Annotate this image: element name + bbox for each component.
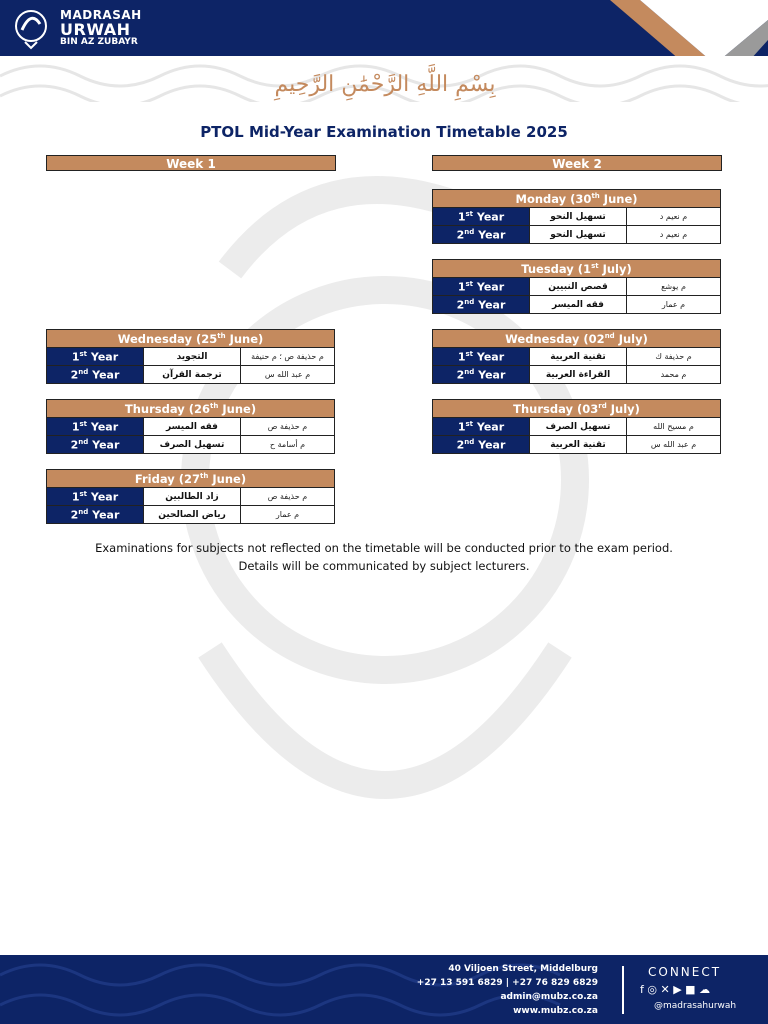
- day-heading: Friday (27th June): [47, 470, 335, 488]
- day-heading: Wednesday (25th June): [47, 330, 335, 348]
- day-table-thu-03-july: [432, 399, 721, 454]
- year-cell: 1st Year: [47, 348, 144, 366]
- table-row: [47, 436, 335, 454]
- table-row: [433, 208, 721, 226]
- lecturer-cell: م حذيفة ص ؛ م حنيفة: [241, 348, 335, 366]
- youtube-icon[interactable]: ▶: [673, 983, 682, 996]
- subject-cell: تسهيل الصرف: [144, 436, 241, 454]
- table-row: [433, 418, 721, 436]
- day-table-fri-27-june: [46, 469, 335, 524]
- day-heading: Thursday (03rd July): [433, 400, 721, 418]
- year-cell: 1st Year: [47, 488, 144, 506]
- footer-address: 40 Viljoen Street, Middelburg: [448, 964, 598, 974]
- subject-cell: رياض الصالحين: [144, 506, 241, 524]
- lecturer-cell: م عبد الله س: [627, 436, 721, 454]
- day-heading: Wednesday (02nd July): [433, 330, 721, 348]
- week-2-header: Week 2: [432, 155, 722, 171]
- table-row: [433, 226, 721, 244]
- year-cell: 2nd Year: [433, 296, 530, 314]
- lecturer-cell: م أسامة ح: [241, 436, 335, 454]
- table-row: [433, 348, 721, 366]
- week-1-header: Week 1: [46, 155, 336, 171]
- year-cell: 2nd Year: [47, 436, 144, 454]
- x-icon[interactable]: ✕: [660, 983, 670, 996]
- social-icons: [640, 983, 710, 996]
- table-row: [47, 366, 335, 384]
- day-heading: Tuesday (1st July): [433, 260, 721, 278]
- subject-cell: التجويد: [144, 348, 241, 366]
- table-row: [47, 418, 335, 436]
- table-row: [433, 278, 721, 296]
- year-cell: 1st Year: [433, 418, 530, 436]
- day-heading: Monday (30th June): [433, 190, 721, 208]
- subject-cell: فقه الميسر: [530, 296, 627, 314]
- subject-cell: ترجمة القرآن: [144, 366, 241, 384]
- footer-website[interactable]: www.mubz.co.za: [513, 1006, 598, 1016]
- footer-phones: +27 13 591 6829 | +27 76 829 6829: [416, 978, 598, 988]
- connect-label: CONNECT: [648, 965, 722, 979]
- subject-cell: فقه الميسر: [144, 418, 241, 436]
- table-row: [433, 296, 721, 314]
- day-table-wed-25-june: [46, 329, 335, 384]
- logo-text-madrasah: MADRASAH: [60, 8, 142, 22]
- footer-divider: [622, 966, 624, 1014]
- year-cell: 2nd Year: [47, 506, 144, 524]
- page-title: PTOL Mid-Year Examination Timetable 2025: [200, 123, 568, 141]
- lecturer-cell: م عمار: [241, 506, 335, 524]
- year-cell: 1st Year: [47, 418, 144, 436]
- bismillah-calligraphy: بِسْمِ اللَّهِ الرَّحْمَٰنِ الرَّحِيمِ: [274, 72, 496, 97]
- video-icon[interactable]: ■: [685, 983, 696, 996]
- day-heading: Thursday (26th June): [47, 400, 335, 418]
- day-table-mon-30-june: [432, 189, 721, 244]
- lecturer-cell: م نعيم د: [627, 226, 721, 244]
- subject-cell: تقنية العربية: [530, 348, 627, 366]
- subject-cell: قصص النبيين: [530, 278, 627, 296]
- table-row: [47, 348, 335, 366]
- subject-cell: زاد الطالبين: [144, 488, 241, 506]
- header-band: [0, 0, 768, 56]
- lecturer-cell: م عمار: [627, 296, 721, 314]
- day-table-thu-26-june: [46, 399, 335, 454]
- lecturer-cell: م مسيح الله: [627, 418, 721, 436]
- year-cell: 2nd Year: [433, 436, 530, 454]
- subject-cell: القراءة العربية: [530, 366, 627, 384]
- lecturer-cell: م حذيفة ص: [241, 488, 335, 506]
- year-cell: 2nd Year: [433, 226, 530, 244]
- table-row: [47, 506, 335, 524]
- table-row: [47, 488, 335, 506]
- facebook-icon[interactable]: f: [640, 983, 644, 996]
- day-table-tue-1-july: [432, 259, 721, 314]
- note-line-1: Examinations for subjects not reflected on the timetable will be conducted prior to the exam period.: [95, 541, 673, 555]
- social-handle[interactable]: @madrasahurwah: [654, 1001, 737, 1011]
- lecturer-cell: م محمد: [627, 366, 721, 384]
- year-cell: 1st Year: [433, 348, 530, 366]
- lecturer-cell: م حذيفة ك: [627, 348, 721, 366]
- instagram-icon[interactable]: ◎: [647, 983, 657, 996]
- logo-text-urwah: URWAH: [60, 20, 131, 39]
- lecturer-cell: م عبد الله س: [241, 366, 335, 384]
- year-cell: 1st Year: [433, 208, 530, 226]
- year-cell: 2nd Year: [47, 366, 144, 384]
- table-row: [433, 366, 721, 384]
- note-line-2: Details will be communicated by subject lecturers.: [238, 559, 530, 573]
- day-table-wed-02-july: [432, 329, 721, 384]
- lecturer-cell: م يوشع: [627, 278, 721, 296]
- subject-cell: تسهيل الصرف: [530, 418, 627, 436]
- soundcloud-icon[interactable]: ☁: [699, 983, 711, 996]
- logo-text-bin-az-zubayr: BIN AZ ZUBAYR: [60, 37, 138, 47]
- year-cell: 1st Year: [433, 278, 530, 296]
- year-cell: 2nd Year: [433, 366, 530, 384]
- subject-cell: تسهيل النحو: [530, 208, 627, 226]
- lecturer-cell: م نعيم د: [627, 208, 721, 226]
- subject-cell: تسهيل النحو: [530, 226, 627, 244]
- footer-email[interactable]: admin@mubz.co.za: [500, 992, 598, 1002]
- table-row: [433, 436, 721, 454]
- subject-cell: تقنية العربية: [530, 436, 627, 454]
- lecturer-cell: م حذيفة ص: [241, 418, 335, 436]
- corner-stripes: [600, 0, 768, 56]
- logo-emblem-icon: [12, 6, 50, 50]
